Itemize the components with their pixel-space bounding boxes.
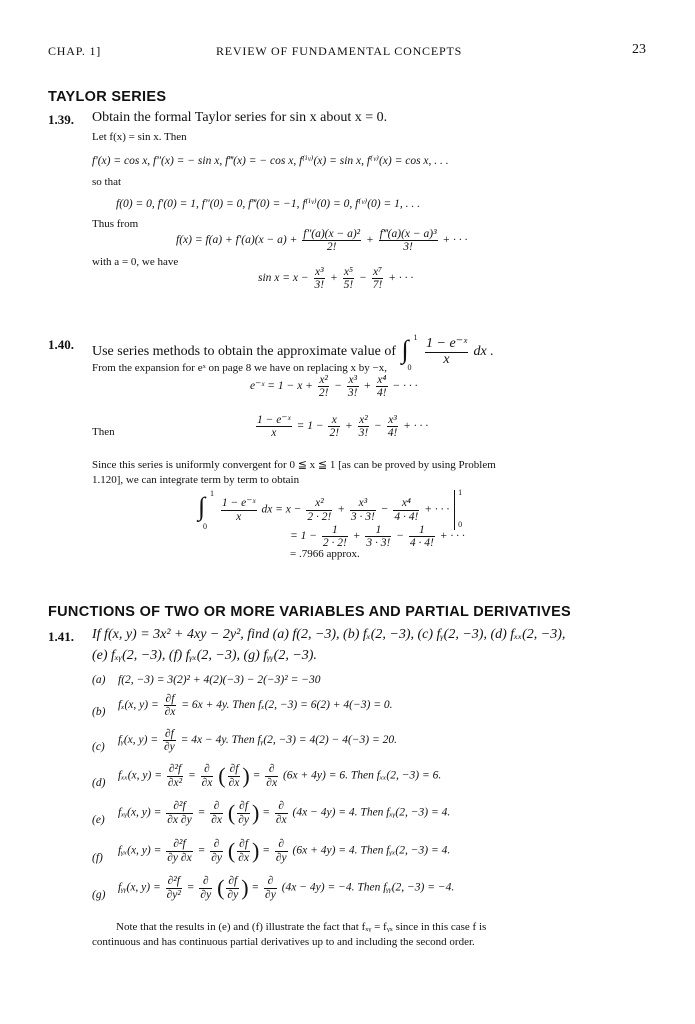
thus-from-label: Thus from [92,218,139,230]
problem-statement-140: Use series methods to obtain the approximate value of ∫ 1 0 $\frac{\text{1 − e⁻ˣ}}{x}$ dx . [92,333,494,372]
note-line-1: Note that the results in (e) and (f) illustrate the fact that fₓᵧ = fᵧₓ since in this case f is [116,921,487,933]
section-heading-functions: FUNCTIONS OF TWO OR MORE VARIABLES AND PARTIAL DERIVATIVES [48,604,572,620]
problem-statement-141-line-2: (e) fₓᵧ(2, −3), (f) fᵧₓ(2, −3), (g) fᵧᵧ(2, −3). [92,648,317,663]
taylor-term-2: $\frac{\text{f″(a)(x − a)²}}{2!}$ [303,228,361,254]
problem-statement-141-line-1: If f(x, y) = 3x² + 4xy − 2y², find (a) f(2, −3), (b) fₓ(2, −3), (c) fᵧ(2, −3), (d) fₓₓ(2, −3), [92,627,566,642]
values-at-zero-line: f(0) = 0, f′(0) = 1, f″(0) = 0, f‴(0) = −1, f⁽ⁱᵛ⁾(0) = 0, f⁽ᵛ⁾(0) = 1, . . . [116,198,421,210]
approx-result: = .7966 approx. [290,548,360,560]
taylor-lhs: f(x) = f(a) + f′(a)(x − a) + [176,234,298,247]
problem-number-141: 1.41. [48,629,74,644]
since-line-2: 1.120], we can integrate term by term to obtain [92,474,300,486]
running-title: REVIEW OF FUNDAMENTAL CONCEPTS [216,44,463,58]
page-number: 23 [632,42,646,57]
exp-series: e⁻ˣ = 1 − x + $\frac{\text{x²}}{2!}$ − $\frac{\text{x³}}{3!}$ + $\frac{\text{x⁴}}{4!}$ − · · · [250,374,418,400]
part-d-body: fₓₓ(x, y) = $\frac{\text{∂²f}}{\text{∂x²}}$ = $\frac{\partial}{\partial x}$ ( $\frac{\partial f}{\partial x}$ ) = $\frac{\partial}{\partial x}$ (6x + 4y) = 6. Then fₓₓ(2, −3) = 6. [118,763,442,789]
part-b-label: (b) [92,706,106,718]
from-expansion-line: From the expansion for eˣ on page 8 we have on replacing x by −x, [92,362,387,374]
numeric-series: = 1 − $\frac{1}{2 \cdot 2!}$ + $\frac{1}{3 \cdot 3!}$ − $\frac{1}{4 \cdot 4!}$ + · · · [290,524,465,550]
section-heading-taylor: TAYLOR SERIES [48,89,167,105]
part-e-body: fₓᵧ(x, y) = $\frac{\text{∂²f}}{\partial x \partial y}$ = $\frac{\partial}{\partial x}$ ( $\frac{\partial f}{\partial y}$ ) = $\frac{\partial}{\partial x}$ (4x − 4y) = 4. Then fₓᵧ(2, −3) = 4. [118,800,451,826]
integral-sign: ∫ 1 0 [401,333,418,372]
evaluation-bar: 1 0 [454,490,467,530]
problem-number-140: 1.40. [48,337,74,352]
part-b-body: fₓ(x, y) = $\frac{\partial f}{\partial x}$ = 6x + 4y. Then fₓ(2, −3) = 6(2) + 4(−3) = 0. [118,693,393,719]
since-line-1: Since this series is uniformly convergent for 0 ≦ x ≦ 1 [as can be proved by using Problem [92,459,496,471]
part-g-body: fᵧᵧ(x, y) = $\frac{\text{∂²f}}{\text{∂y²}}$ = $\frac{\partial}{\partial y}$ ( $\frac{\partial f}{\partial y}$ ) = $\frac{\partial}{\partial y}$ (4x − 4y) = −4. Then fᵧᵧ(2, −3) = −4. [118,875,455,901]
sine-series: sin x = x − $\frac{\text{x³}}{3!}$ + $\frac{\text{x⁵}}{5!}$ − $\frac{\text{x⁷}}{7!}$ + · · · [258,266,414,292]
quotient-series: $\frac{\text{1 − e⁻ˣ}}{x}$ = 1 − $\frac{x}{2!}$ + $\frac{\text{x²}}{3!}$ − $\frac{\text{x³}}{4!}$ + · · · [257,414,429,440]
part-f-body: fᵧₓ(x, y) = $\frac{\text{∂²f}}{\partial y \partial x}$ = $\frac{\partial}{\partial y}$ ( $\frac{\partial f}{\partial x}$ ) = $\frac{\partial}{\partial y}$ (6x + 4y) = 4. Then fᵧₓ(2, −3) = 4. [118,838,451,864]
part-c-label: (c) [92,741,105,753]
part-c-body: fᵧ(x, y) = $\frac{\partial f}{\partial y}$ = 4x − 4y. Then fᵧ(2, −3) = 4(2) − 4(−3) = 20. [118,728,397,754]
taylor-formula: f(x) = f(a) + f′(a)(x − a) + $\frac{\text{f″(a)(x − a)²}}{2!}$ + $\frac{\text{f‴(a)(x − a)³}}{3!}$ + · · · [176,228,468,254]
part-a-label: (a) [92,674,106,686]
integrated-series: ∫ 1 0 $\frac{\text{1 − e⁻ˣ}}{x}$ dx = x − $\frac{\text{x²}}{2 \cdot 2!}$ + $\frac{\text{x³}}{3 \cdot 3!}$ − $\frac{\text{x⁴}}{4 \cdot 4!}$ + · · · 1 0 [196,490,467,530]
part-e-label: (e) [92,814,105,826]
taylor-term-3: $\frac{\text{f‴(a)(x − a)³}}{3!}$ [379,228,437,254]
then-label: Then [92,426,115,438]
problem-statement-139: Obtain the formal Taylor series for sin x about x = 0. [92,110,388,125]
let-line: Let f(x) = sin x. Then [92,131,187,143]
problem-number-139: 1.39. [48,112,74,127]
with-a-line: with a = 0, we have [92,256,179,268]
part-f-label: (f) [92,852,103,864]
chapter-label: CHAP. 1] [48,44,102,58]
derivatives-line: f′(x) = cos x, f″(x) = − sin x, f‴(x) = − cos x, f⁽ⁱᵛ⁾(x) = sin x, f⁽ᵛ⁾(x) = cos x, . . . [92,155,449,167]
part-g-label: (g) [92,889,106,901]
part-d-label: (d) [92,777,106,789]
note-line-2: continuous and has continuous partial derivatives up to and including the second order. [92,936,475,948]
integral-sign-2: ∫ 1 0 [198,489,214,531]
so-that-label: so that [92,176,122,188]
part-a-body: f(2, −3) = 3(2)² + 4(2)(−3) − 2(−3)² = −30 [118,674,321,686]
